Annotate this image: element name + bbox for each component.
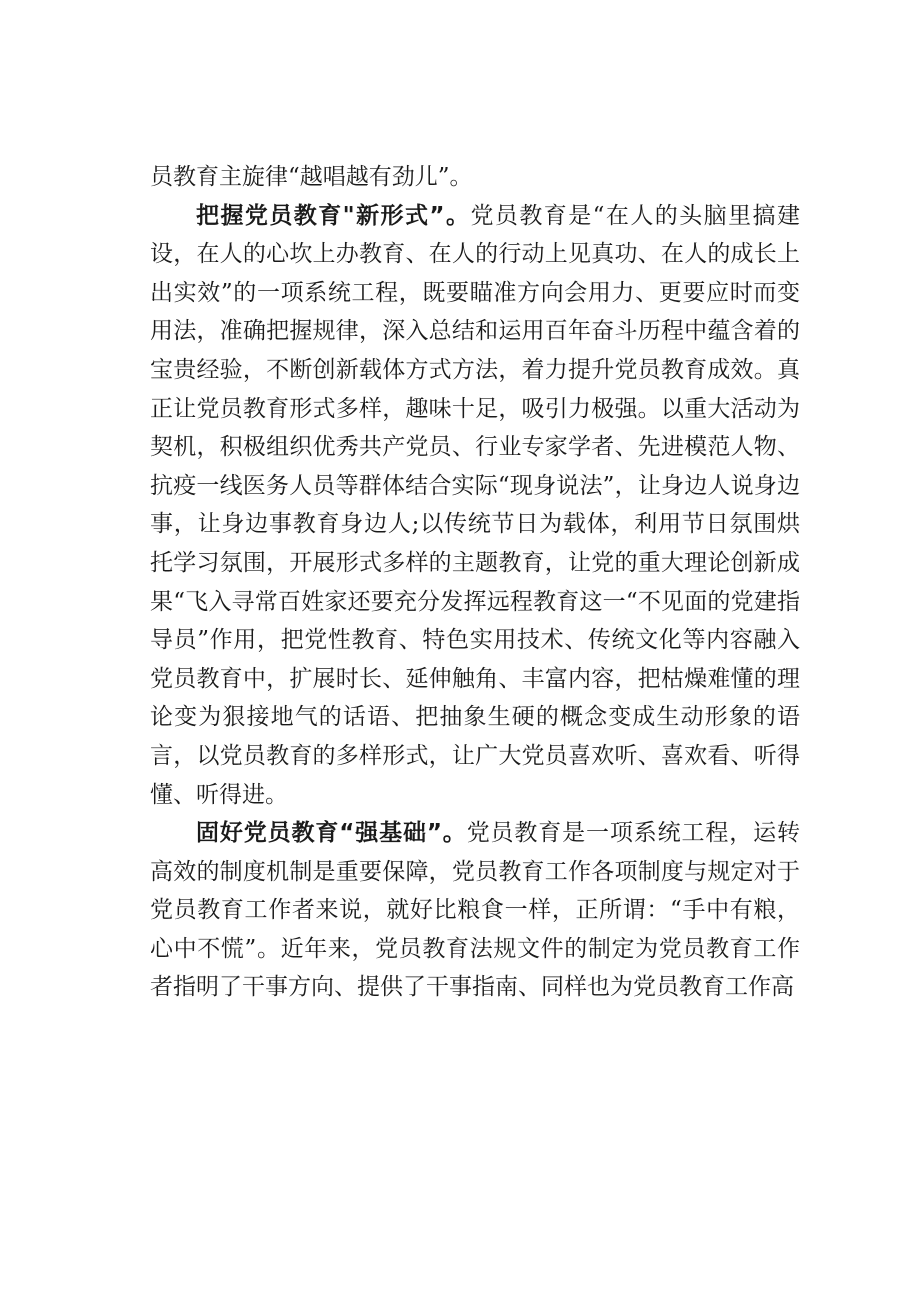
paragraph-strong-foundation xyxy=(150,814,800,1007)
paragraph-text: 党员教育是“在人的头脑里搞建设，在人的心坎上办教育、在人的行动上见真功、在人的成长上出实效”的一项系统工程，既要瞄准方向会用力、更要应时而变用法，准确把握规律，深入总结和运用百年奋斗历程中蕴含着的宝贵经验，不断创新载体方式方法，着力提升党员教育成效。真正让党员教育形式多样，趣味十足，吸引力极强。以重大活动为契机，积极组织优秀共产党员、行业专家学者、先进模范人物、抗疫一线医务人员等群体结合实际“现身说法”，让身边人说身边事，让身边事教育身边人;以传统节日为载体，利用节日氛围烘托学习氛围，开展形式多样的主题教育，让党的重大理论创新成果“飞入寻常百姓家还要充分发挥远程教育这一“不见面的党建指导员”作用，把党性教育、特色实用技术、传统文化等内容融入党员教育中，扩展时长、延伸触角、丰富内容，把枯燥难懂的理论变为狠接地气的话语、把抽象生硬的概念变成生动形象的语言，以党员教育的多样形式，让广大党员喜欢听、喜欢看、听得懂、听得进。 xyxy=(150,202,800,808)
paragraph-text: 员教育主旋律“越唱越有劲儿”。 xyxy=(150,164,473,190)
document-body xyxy=(150,158,800,1007)
paragraph-heading: 固好党员教育“强基础”。 xyxy=(196,820,467,847)
paragraph-continuation xyxy=(150,158,800,197)
paragraph-heading: 把握党员教育"新形式”。 xyxy=(196,202,471,229)
paragraph-text: 党员教育是一项系统工程，运转高效的制度机制是重要保障，党员教育工作各项制度与规定对于党员教育工作者来说，就好比粮食一样，正所谓：“手中有粮，心中不慌”。近年来，党员教育法规文件的制定为党员教育工作者指明了干事方向、提供了干事指南、同样也为党员教育工作高 xyxy=(150,820,801,1001)
paragraph-new-form xyxy=(150,197,800,815)
